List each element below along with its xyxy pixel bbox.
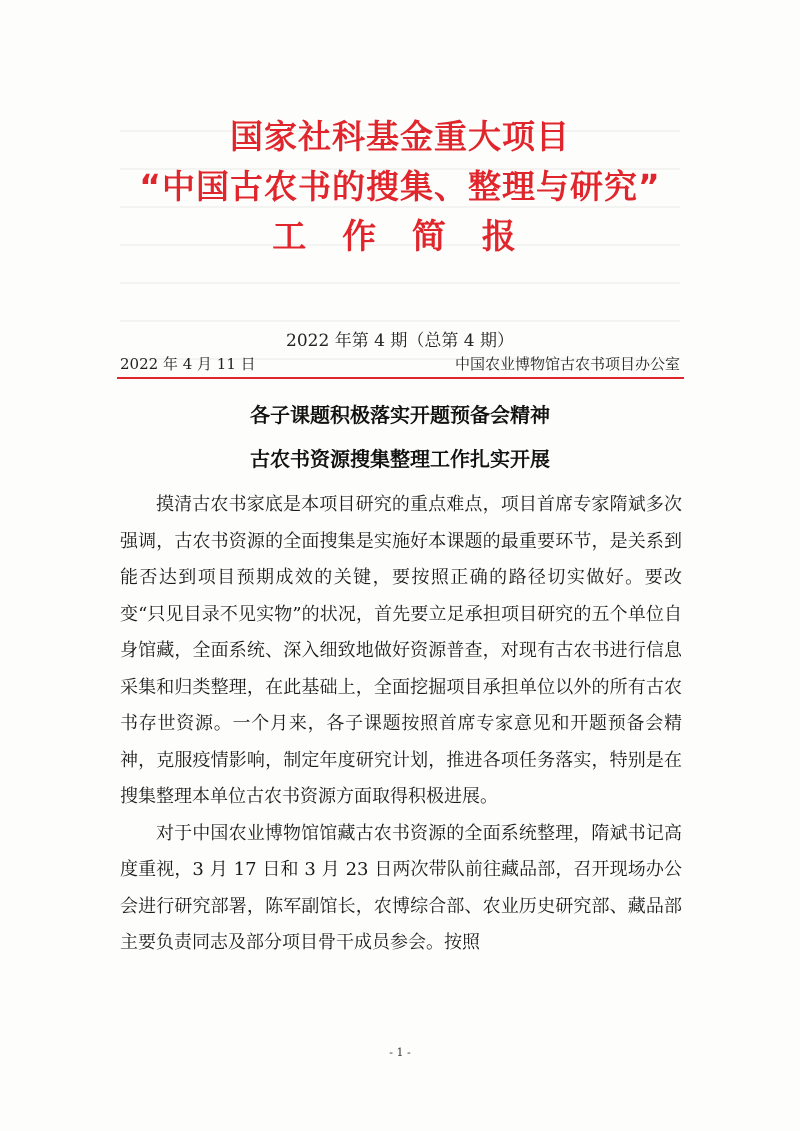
issue-date: 2022 年 4 月 11 日 — [120, 355, 256, 373]
article-title-line-1: 各子课题积极落实开题预备会精神 — [250, 403, 550, 427]
masthead-bulletin-title: 工 作 简 报 — [272, 217, 528, 257]
issue-number: 2022 年第 4 期（总第 4 期） — [286, 331, 514, 351]
masthead — [0, 112, 800, 262]
article-title — [0, 393, 800, 481]
paragraph: 对于中国农业博物馆馆藏古农书资源的全面系统整理，隋斌书记高度重视，3 月 17 日和 3 月 23 日两次带队前往藏品部，召开现场办公会进行研究部署，陈军副馆长，农博综合部、农业历史研究部、藏品部主要负责同志及部分项目骨干成员参会。按照 — [120, 822, 682, 953]
page-number: - 1 - — [389, 1046, 411, 1059]
masthead-project-type: 国家社科基金重大项目 — [230, 117, 570, 156]
article-body — [120, 487, 682, 962]
article-title-line-2: 古农书资源搜集整理工作扎实开展 — [250, 447, 550, 471]
paragraph: 摸清古农书家底是本项目研究的重点难点，项目首席专家隋斌多次强调，古农书资源的全面搜集是实施好本课题的最重要环节，是关系到能否达到项目预期成效的关键，要按照正确的路径切实做好。要改变“只见目录不见实物”的状况，首先要立足承担项目研究的五个单位自身馆藏，全面系统、深入细致地做好资源普查，对现有古农书进行信息采集和归类整理，在此基础上，全面挖掘项目承担单位以外的所有古农书存世资源。一个月来，各子课题按照首席专家意见和开题预备会精神，克服疫情影响，制定年度研究计划，推进各项任务落实，特别是在搜集整理本单位古农书资源方面取得积极进展。 — [120, 494, 682, 807]
issuing-office: 中国农业博物馆古农书项目办公室 — [454, 355, 680, 373]
red-divider-rule — [117, 377, 684, 379]
masthead-project-name: “中国古农书的搜集、整理与研究” — [139, 167, 661, 206]
